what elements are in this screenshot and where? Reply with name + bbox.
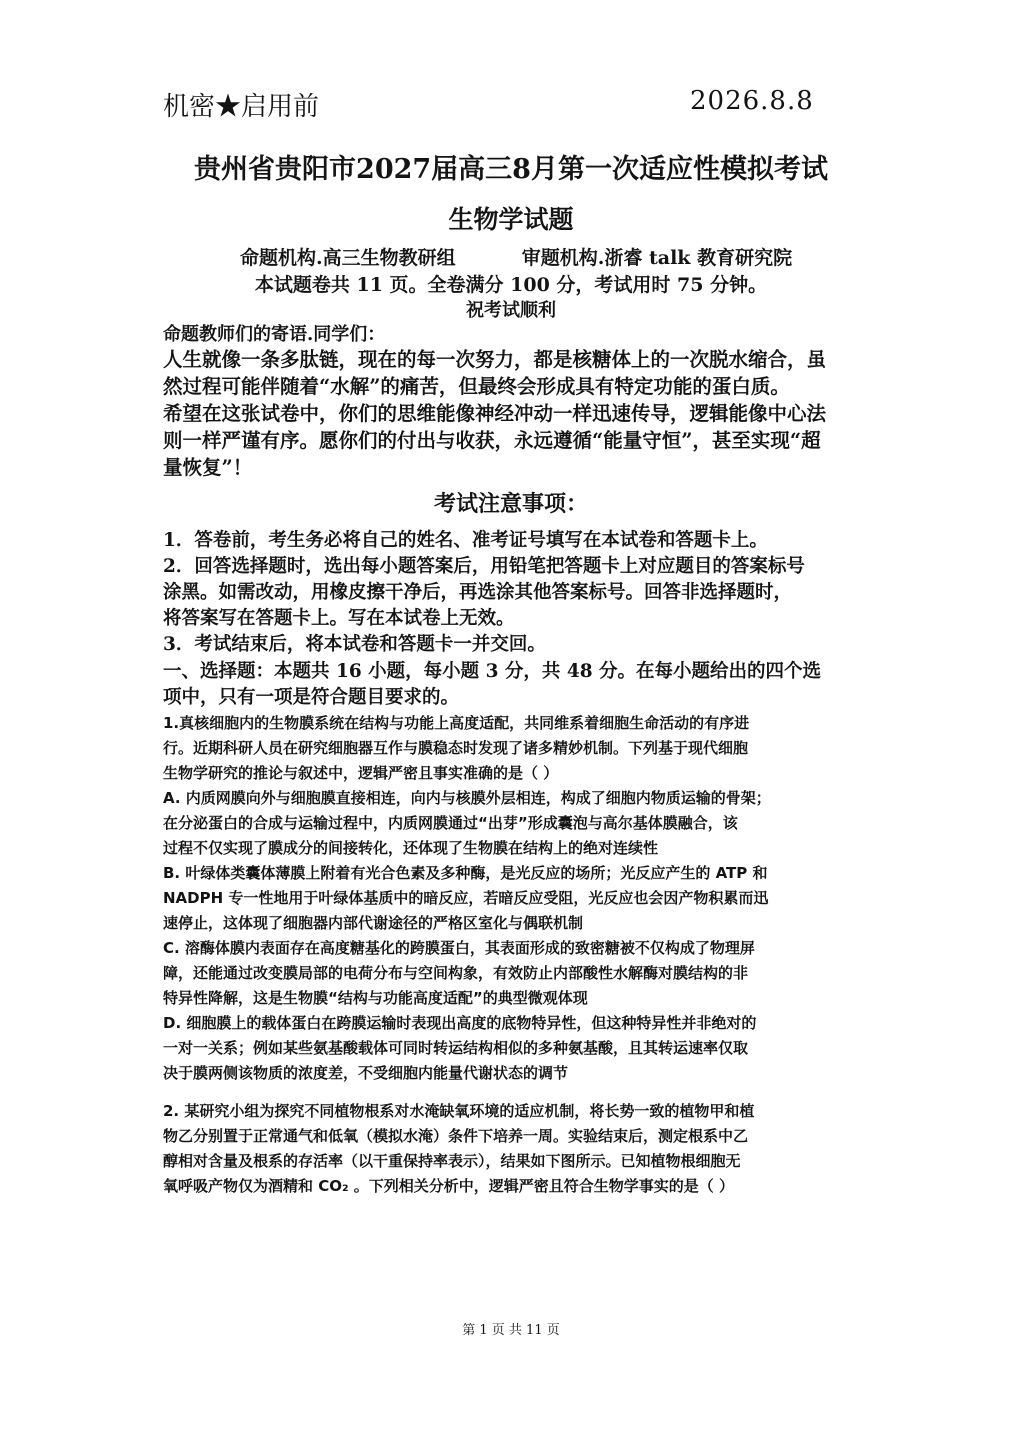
- option-d-line: D. 细胞膜上的载体蛋白在跨膜运输时表现出高度的底物特异性，但这种特异性并非绝对的: [163, 1014, 757, 1032]
- notice-title: 考试注意事项：: [433, 491, 588, 517]
- notice-line: 1．答卷前，考生务必将自己的姓名、准考证号填写在本试卷和答题卡上。: [163, 530, 768, 551]
- notice-list: [163, 528, 863, 658]
- option-b-line: NADPH 专一性地用于叶绿体基质中的暗反应，若暗反应受阻，光反应也会因产物积累而迅: [163, 889, 769, 907]
- exam-date: 2026.8.8: [690, 86, 814, 116]
- message-line: 量恢复”！: [163, 456, 253, 479]
- notice-line: 3．考试结束后，将本试卷和答题卡一并交回。: [163, 634, 546, 655]
- notice-line: 涂黑。如需改动，用橡皮擦干净后，再选涂其他答案标号。回答非选择题时，: [163, 582, 793, 603]
- question-stem-line: 1.真核细胞内的生物膜系统在结构与功能上高度适配，共同维系着细胞生命活动的有序进: [163, 714, 750, 732]
- question-stem-line: 物乙分别置于正常通气和低氧（模拟水淹）条件下培养一周。实验结束后，测定根系中乙: [163, 1127, 749, 1145]
- question-stem-line: 行。近期科研人员在研究细胞器互作与膜稳态时发现了诸多精妙机制。下列基于现代细胞: [163, 739, 749, 757]
- question-stem-line: 氧呼吸产物仅为酒精和 CO₂ 。下列相关分析中，逻辑严密且符合生物学事实的是（ ）: [163, 1177, 734, 1195]
- option-d-line: 一对一关系；例如某些氨基酸载体可同时转运结构相似的多种氨基酸，且其转运速率仅取: [163, 1039, 749, 1057]
- good-luck-text: 祝考试顺利: [466, 300, 556, 321]
- message-line: 希望在这张试卷中，你们的思维能像神经冲动一样迅速传导，逻辑能像中心法: [163, 402, 827, 425]
- option-c-line: 特异性降解，这是生物膜“结构与功能高度适配”的典型微观体现: [163, 989, 588, 1007]
- question-stem-line: 生物学研究的推论与叙述中，逻辑严密且事实准确的是（ ）: [163, 764, 559, 782]
- question-2: [163, 1099, 863, 1199]
- option-a-line: A. 内质网膜向外与细胞膜直接相连，向内与核膜外层相连，构成了细胞内物质运输的骨架；: [163, 789, 771, 807]
- option-a-line: 在分泌蛋白的合成与运输过程中，内质网膜通过“出芽”形成囊泡与高尔基体膜融合，该: [163, 814, 738, 832]
- option-b-line: 速停止，这体现了细胞器内部代谢途径的严格区室化与偶联机制: [163, 914, 584, 932]
- notice-line: 2．回答选择题时，选出每小题答案后，用铅笔把答题卡上对应题目的答案标号: [163, 556, 805, 577]
- exam-info: 本试题卷共 11 页。全卷满分 100 分，考试用时 75 分钟。: [254, 274, 768, 296]
- message-body: [163, 346, 863, 481]
- page-number: 第 1 页 共 11 页: [462, 1323, 560, 1338]
- section-heading: 一、选择题：本题共 16 小题，每小题 3 分，共 48 分。在每小题给出的四个选 项中，只有一项是符合题目要求的。: [163, 661, 822, 708]
- option-c-line: C. 溶酶体膜内表面存在高度糖基化的跨膜蛋白，其表面形成的致密糖被不仅构成了物理屏: [163, 939, 755, 957]
- option-a-line: 过程不仅实现了膜成分的间接转化，还体现了生物膜在结构上的绝对连续性: [163, 839, 659, 857]
- question-stem-line: 醇相对含量及根系的存活率（以干重保持率表示），结果如下图所示。已知植物根细胞无: [163, 1152, 741, 1170]
- option-d-line: 决于膜两侧该物质的浓度差，不受细胞内能量代谢状态的调节: [163, 1064, 569, 1082]
- question-1: [163, 711, 863, 1086]
- option-c-line: 障，还能通过改变膜局部的电荷分布与空间构象，有效防止内部酸性水解酶对膜结构的非: [163, 964, 749, 982]
- exam-subtitle: 生物学试题: [448, 205, 574, 234]
- confidential-label: 机密★启用前: [163, 92, 320, 122]
- message-line: 则一样严谨有序。愿你们的付出与收获，永远遵循“能量守恒”，甚至实现“超: [163, 429, 821, 452]
- question-stem-line: 2. 某研究小组为探究不同植物根系对水淹缺氧环境的适应机制，将长势一致的植物甲和植: [163, 1102, 755, 1120]
- message-heading: 命题教师们的寄语.同学们：: [163, 324, 386, 345]
- message-line: 人生就像一条多肽链，现在的每一次努力，都是核糖体上的一次脱水缩合，虽: [163, 348, 827, 371]
- exam-authors: 命题机构.高三生物教研组 审题机构.浙睿 talk 教育研究院: [240, 247, 793, 269]
- exam-title: 贵州省贵阳市2027届高三8月第一次适应性模拟考试: [194, 154, 828, 185]
- option-b-line: B. 叶绿体类囊体薄膜上附着有光合色素及多种酶，是光反应的场所；光反应产生的 ATP 和: [163, 864, 768, 882]
- message-line: 然过程可能伴随着“水解”的痛苦，但最终会形成具有特定功能的蛋白质。: [163, 375, 790, 398]
- notice-line: 将答案写在答题卡上。写在本试卷上无效。: [163, 608, 515, 629]
